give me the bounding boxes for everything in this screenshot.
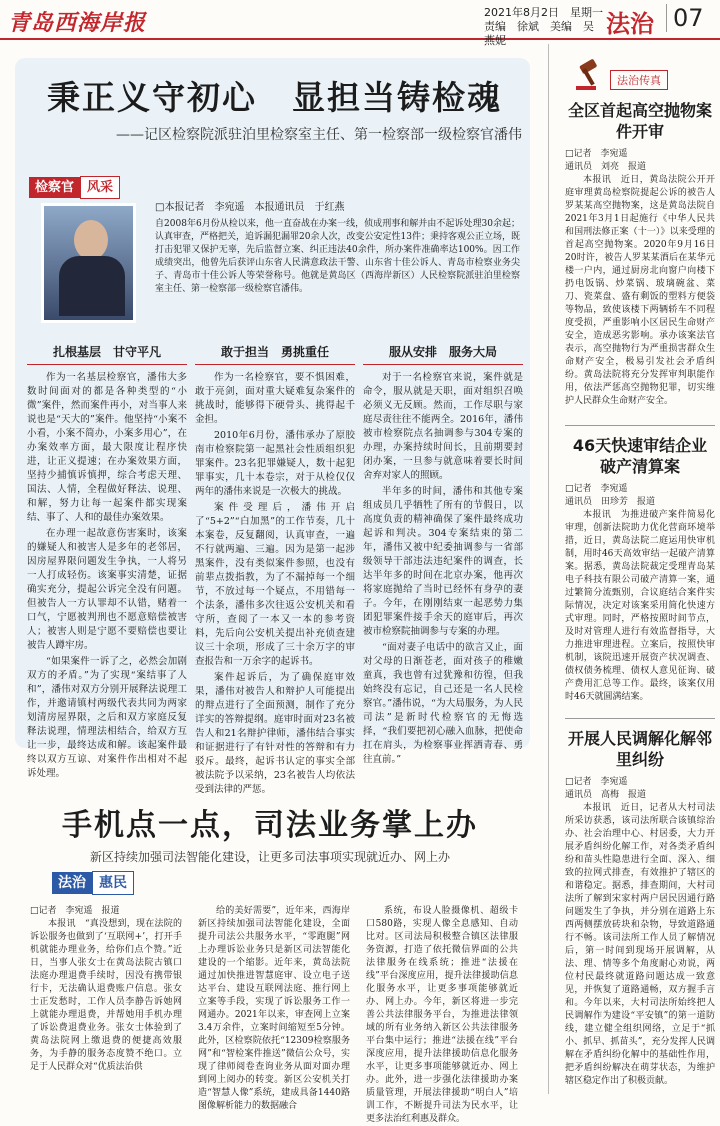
page-number: 07 (666, 4, 716, 32)
story2-tag (52, 872, 134, 892)
article-byline: □记者 李宛遥 通讯员 刘亮 报道 (565, 149, 647, 172)
paragraph: 半年多的时间，潘伟和其他专案组成员几乎牺牲了所有的节假日，以高度负责的精神确保了案件最终成功起诉和判决。304专案结束的第二年，潘伟又被中纪委抽调参与一省部级领导干部违法违纪案件的调查，长达半年多的时间在北京办案，他再次将家庭抛给了当时已经怀有身孕的妻子。今年，在刚刚结束一起恶势力集团犯罪案件接手余天的庭审后，再次被市检察院抽调参与专案的办理。 (363, 486, 523, 637)
tag-secondary: 风采 (80, 176, 120, 199)
paragraph: “面对妻子电话中的欲言又止，面对父母的日渐苍老，面对孩子的稚嫩童真，我也曾有过犹豫和彷徨，但我始终没有忘记，自己还是一名人民检察官。”潘伟说，“为大局服务，为人民司法”是新时代检察官的无悔选择，“我们要把初心融入血脉，把使命扛在肩头，为检察事业挥洒青春、勇往直前。” (363, 642, 523, 765)
portrait-photo (41, 203, 136, 323)
paragraph: 系统，布设人脸摄像机、超级卡口580路，实现人像全息感知、自动比对。区司法局积极整合镇区法律服务资源，打造了依托微信界面的公共法律服务在线系统；推进“法援在线”平台深度应用，提升法律援助信息化服务水平，让更多事项能够就近办、网上办。今年，新区将进一步完善公共法律服务平台，为推进法律领域的所有业务纳入新区公共法律服务平台集中运行；推进“法援在线”平台深度应用，提升法律援助信息化服务水平，让更多事项能够就近办、网上办。此外，进一步强化法律援助办案质量管理，开展法律援助“明白人”培训工作，不断提升司法为民水平，让更多法治红利惠及群众。 (366, 906, 518, 1124)
tag-primary: 检察官 (29, 177, 80, 198)
article-title: 全区首起高空抛物案件开审 (567, 101, 712, 141)
article-body: 本报讯 近日，黄岛法院公开开庭审理黄岛检察院提起公诉的被告人罗某某高空抛物案，这是黄岛法院自2021年3月1日起施行《中华人民共和国刑法修正案（十一）》以来受理的首起高空抛物案。2020年9月16日20时许，被告人罗某某酒后在某华元楼一户内，通过厨房北向窗户向楼下扔电饭锅、炒菜锅、玻璃碗盆、菜刀、瓷菜盘、盛有剩饭的塑料方便袋等物品，致使该楼下两辆轿车不同程度受损，严重影响小区居民生命财产安全，造成恶劣影响。承办该案法官表示，高空抛物行为严重损害群众生命财产安全，极易引发社会矛盾纠纷。黄岛法院将充分发挥审判职能作用，依法严惩高空抛物犯罪，切实维护人民群众生命财产安全。 (565, 175, 715, 406)
feature-column-2 (195, 343, 355, 799)
paragraph: 案件受理后，潘伟开启了“5+2”“白加黑”的工作节奏，几十本案卷，反复翻阅，认真审查，一遍不行就两遍、三遍。因为是第一起涉黑案件，没有类似案件参照，也没有前辈点拨指教，为了不漏掉每一个细节，不放过每一个疑点，不用错每一个法条，潘伟多次往返公安机关和看守所，查阅了一本又一本的参考资料，先后向公安机关提出补充侦查建议三十余项，形成了三十余万字的审查报告和一万余字的起诉书。 (195, 502, 355, 667)
paragraph: 案件起诉后，为了确保庭审效果，潘伟对被告人和辩护人可能提出的辩点进行了全面预测，制作了充分详实的答辩提纲。庭审时面对23名被告人和21名辩护律师，潘伟结合事实和证据进行了有针对性的答辩和有力驳斥。最终，起诉书认定的事实全部被法院予以采纳，23名被告人均依法受到法律的严惩。 (195, 672, 355, 795)
feature-intro: 自2008年6月份从检以来，他一直奋战在办案一线，侦成刑事和解并由不起诉处理30余起；认真审查，严格把关，追诉漏犯漏罪20余人次，改变公安定性13件；秉持客观公正立场，既打击犯罪又保护无辜，先后监督立案、纠正违法40余件，所办案件准确率达100%。因工作成绩突出，他曾先后获评山东省人民满意政法干警、山东省十佳公诉人、青岛市检察业务尖子、青岛市十佳公诉人等荣誉称号。他就是黄岛区（西海岸新区）人民检察院派驻泊里检察室主任、第一检察部一级检察官潘伟。 (155, 219, 520, 294)
paragraph: 作为一名基层检察官，潘伟大多数时间面对的都是各种类型的“小微”案件，然而案件再小，对当事人来说也是“天大的”案件。他坚持“小案不小看，小案不简办，小案多用心”，在办案效率方面，最大限度让程序快进，让正义提速；在办案效果方面，坚持少捕慎诉慎押，综合考虑天理、国法、人情，全程做好释法、说理、和解，努力让每一起案件都实现案结、事了、人和的最佳办案效果。 (27, 372, 187, 523)
issue-meta (484, 6, 604, 48)
gavel-icon (572, 56, 608, 92)
feature-headline: 秉正义守初心 显担当铸检魂 (47, 78, 502, 117)
feature-tag (29, 176, 120, 198)
story2-column-2 (198, 905, 350, 1113)
story2-column-1 (30, 905, 182, 1074)
sidebar-article-1 (565, 100, 715, 408)
paragraph: 本报讯 “真没想到，现在法院的诉讼服务也做到了‘互联网+’，打开手机就能办理业务，给你们点个赞。”近日，当事人张女士在黄岛法院古镇口法庭办理退费手续时，因没有携带银行卡，无法确认退费账户信息。张女士正发愁时，工作人员李静告诉她网上就能办理退费，并帮她用手机办理了诉讼费退费业务。张女士体验到了黄岛法院网上缴退费的便捷高效服务，为手静的服务态度赞不绝口。立足于人民群众对“优质法治供 (30, 919, 182, 1072)
sidebar-article-2 (565, 435, 715, 704)
tag-secondary: 惠民 (92, 871, 134, 895)
paragraph: 在办理一起故意伤害案时，该案的嫌疑人和被害人是多年的老邻居，因房屋界限问题发生争执，一人将另一人打成轻伤。该案事实清楚，证据确实充分，提起公诉完全没有问题。但被告人一方认罪却不认错，赌着一口气，宁愿被判刑也不愿意赔偿被害人；被害人则是宁愿不要赔偿也要让被告人蹲牢房。 (27, 528, 187, 651)
tag-primary: 法治 (52, 872, 92, 894)
sidebar-label: 法治传真 (610, 70, 668, 90)
masthead (0, 0, 720, 47)
paragraph: 2010年6月份，潘伟承办了原胶南市检察院第一起黑社会性质组织犯罪案件。23名犯罪嫌疑人，数十起犯罪事实，几十本卷宗，对于从检仅仅两年的潘伟来说是一次极大的挑战。 (195, 430, 355, 497)
divider (565, 425, 715, 426)
divider (565, 718, 715, 719)
paragraph: 给的美好需要”，近年来，西海岸新区持续加强司法智能化建设，全面提升司法公共服务水平，“零跑腿”网上办理诉讼业务只是新区司法智能化建设的一个缩影。近年来，黄岛法院通过加快推进智慧庭审、设立电子送达平台、建设互联网法庭、推行网上立案等手段，实现了诉讼服务工作一网通办。2021年以来，审查网上立案3.4万余件，立案时间缩短至5分钟。此外，区检察院依托“12309检察服务网”和“智检案件推送”微信公众号，实现了律师阅卷查询业务从面对面办理到网上阅办的转变。新区公安机关打造“智慧人像”系统，建成具备1440路图像解析能力的数据融合 (198, 906, 350, 1111)
column-heading: 扎根基层 甘守平凡 (27, 343, 187, 365)
article-body: 本报讯 为推进破产案件简易化审理，创新法院助力优化营商环境举措，近日，黄岛法院二庭运用快审机制，用时46天高效审结一起破产清算案。据悉，黄岛法院裁定受理青岛某电子科技有限公司破产清算一案，通过繁简分流甄别，合议庭结合案件实际情况，决定对该案采用简化快速方式审理。同时，严格按照时间节点，及时对管理人进行有效监督指导，大力推进审理进程。立案后，按照快审机制，该院迅速开展资产状况调查、债权债务梳理、债权人意见征询、破产费用汇总等工作。最终，该案仅用时46天就圆满结案。 (565, 510, 715, 702)
feature-subhead: ——记区检察院派驻泊里检察室主任、第一检察部一级检察官潘伟 (116, 127, 522, 143)
article-title: 开展人民调解化解邻里纠纷 (567, 729, 712, 769)
column-heading: 敢于担当 勇挑重任 (195, 343, 355, 365)
story2-column-3 (366, 905, 518, 1126)
issue-weekday: 星期一 (570, 6, 603, 19)
feature-column-3 (363, 343, 523, 769)
sidebar-article-3 (565, 728, 715, 1088)
article-byline: □记者 李宛遥 通讯员 高梅 报道 (565, 777, 647, 800)
feature-byline: □本报记者 李宛遥 本报通讯员 于红燕 (155, 202, 345, 213)
story2-subhead: 新区持续加强司法智能化建设，让更多司法事项实现就近办、网上办 (89, 850, 450, 864)
editor-line: 责编 徐斌 美编 吴燕妮 (484, 20, 594, 47)
column-divider (548, 44, 549, 1094)
feature-column-1 (27, 343, 187, 783)
article-byline: □记者 李宛遥 通讯员 田珍芳 报道 (565, 484, 656, 507)
issue-date: 2021年8月2日 (484, 6, 559, 19)
paragraph: 对于一名检察官来说，案件就是命令，服从就是天职，面对组织召唤必须义无反顾。然而，工作尽职与家庭尽责往往不能两全。2016年，潘伟被市检察院点名抽调参与304专案的办理，办案持续时间长，且前期要封闭办案，一旦参与就意味着要长时间舍弃对家人的照顾。 (363, 372, 523, 481)
paragraph: “如果案件一诉了之，必然会加剧双方的矛盾。”为了实现“案结事了人和”，潘伟对双方分别开展释法说理工作，并邀请镇村两级代表共同为两家划清房屋界限，之后和双方家庭反复释法说理，情理法相结合，给双方互让一步，最终达成和解。该起案件最终以双方互谅、对案件作出相对不起诉处理。 (27, 656, 187, 779)
story2-byline: □记者 李宛遥 报道 (30, 906, 120, 916)
article-title: 46天快速审结企业破产清算案 (572, 436, 708, 476)
story2-headline: 手机点一点，司法业务掌上办 (62, 808, 478, 843)
column-heading: 服从安排 服务大局 (363, 343, 523, 365)
section-title: 法治 (606, 10, 654, 38)
feature-article (15, 58, 530, 795)
newspaper-name: 青岛西海岸报 (8, 10, 147, 36)
paragraph: 作为一名检察官，要不惧困难，敢于亮剑，面对重大疑难复杂案件的挑战时，能够得下硬骨头、挑得起千金担。 (195, 372, 355, 425)
article-body: 本报讯 近日，记者从大村司法所采访获悉，该司法所联合该镇综治办、社会治理中心、村居委，大力开展矛盾纠纷化解工作，对各类矛盾纠纷和苗头性隐患进行全面、深入、细致的拉网式排查，有效推护了辖区的和谐稳定。据悉，排查期间，大村司法所了解到宋家村两户居民因通行路问题发生了争执，并分别在道路上东西两侧摆放砖块和杂物，导致道路通行不畅。该司法所工作人员了解情况后，第一时间到现场开展调解，从法、理、情等多个角度耐心劝说，两位村民最终就道路问题达成一致意见，并恢复了道路通畅，双方握手言和。今年以来，大村司法所始终把人民调解作为建设“平安镇”的第一道防线，建立健全组织网络，立足于“抓小、抓早、抓苗头”，充分发挥人民调解在矛盾纠纷化解中的基础性作用，把矛盾纠纷解决在萌芽状态，为维护辖区稳定作出了积极贡献。 (565, 803, 715, 1086)
